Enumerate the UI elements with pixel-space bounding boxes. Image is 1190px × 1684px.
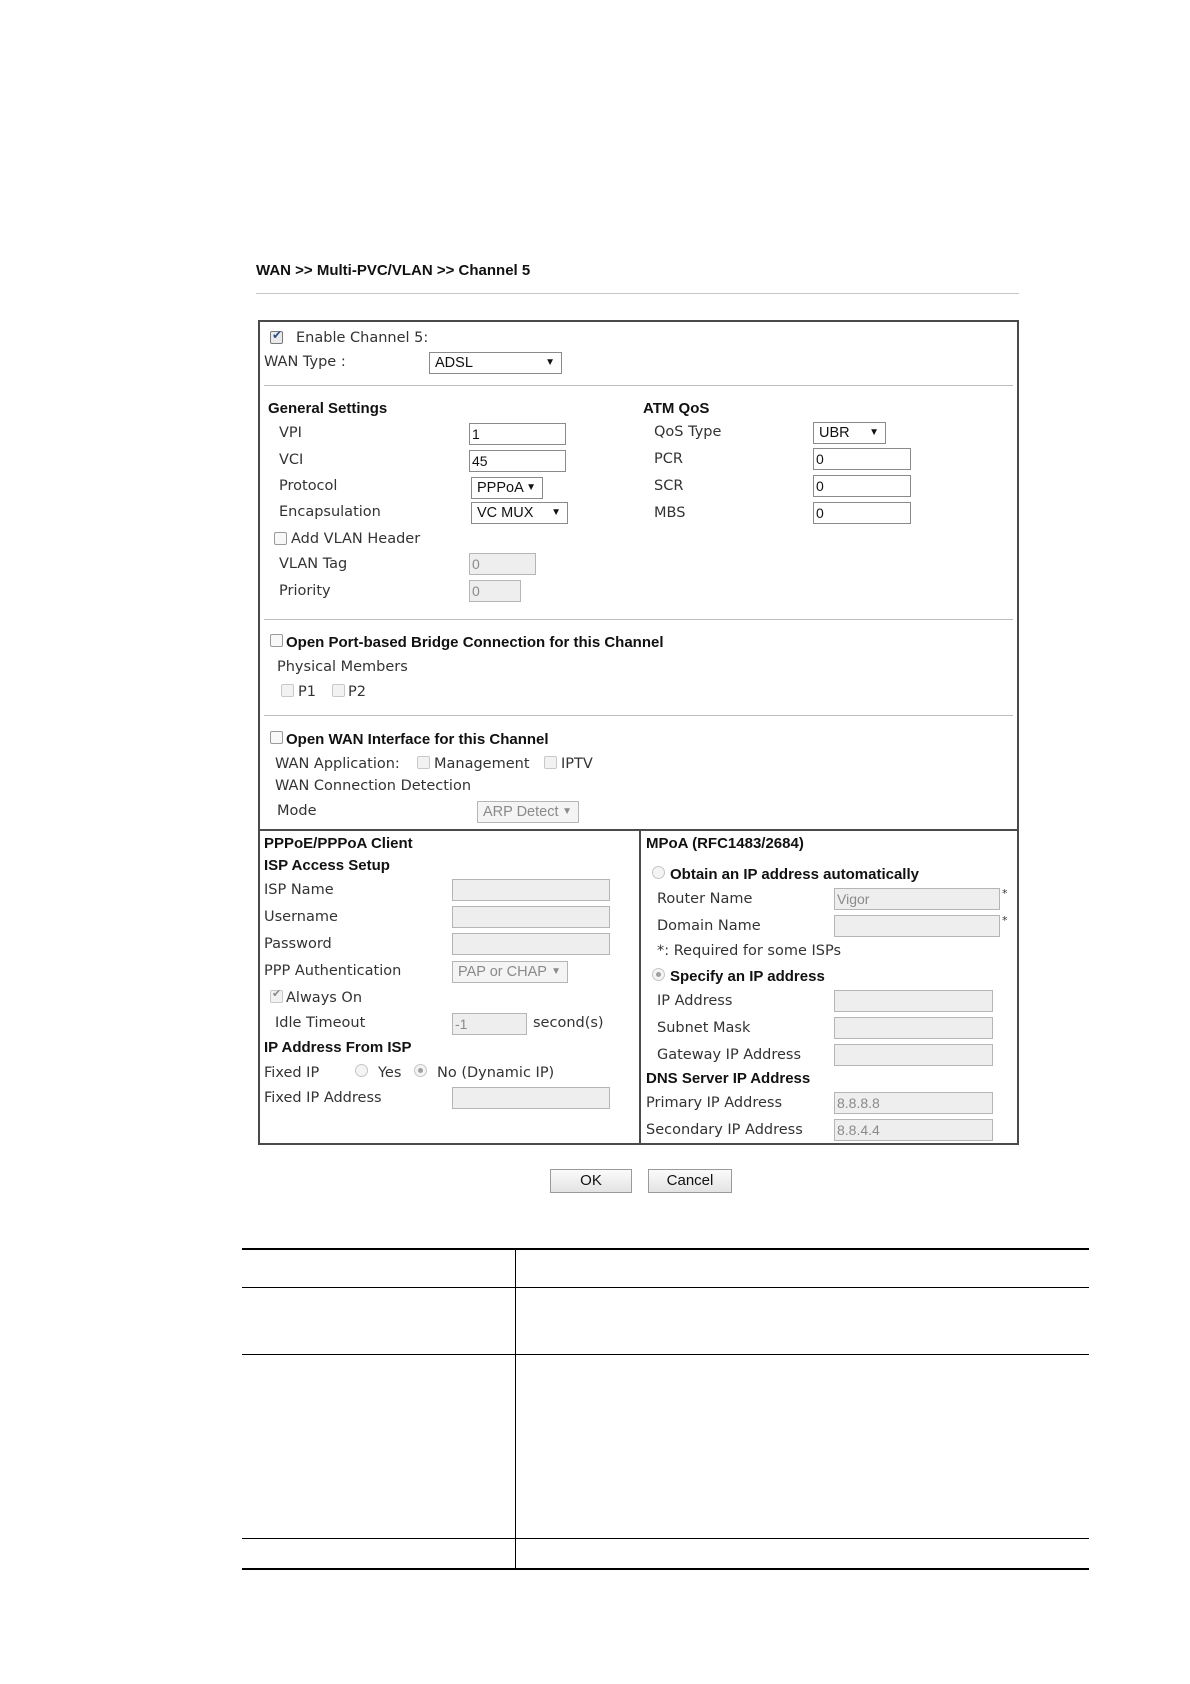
atm-qos-title: ATM QoS	[643, 400, 710, 417]
username-input[interactable]	[452, 906, 610, 928]
fixed-ip-yes-radio[interactable]	[355, 1064, 368, 1077]
add-vlan-header-label: Add VLAN Header	[291, 531, 421, 547]
fixed-ip-no-radio[interactable]	[414, 1064, 427, 1077]
ip-from-isp-title: IP Address From ISP	[264, 1039, 412, 1056]
table-top-border	[242, 1248, 1089, 1250]
open-bridge-checkbox[interactable]	[270, 634, 283, 647]
iptv-label: IPTV	[561, 756, 593, 772]
pcr-label: PCR	[654, 451, 683, 467]
vpi-label: VPI	[279, 425, 302, 441]
primary-dns-input[interactable]: 8.8.8.8	[834, 1092, 993, 1114]
vci-input[interactable]: 45	[469, 450, 566, 472]
mode-value: ARP Detect	[483, 804, 559, 820]
p1-label: P1	[298, 684, 316, 700]
breadcrumb: WAN >> Multi-PVC/VLAN >> Channel 5	[256, 262, 531, 279]
chevron-down-icon: ▼	[545, 357, 555, 368]
password-label: Password	[264, 936, 332, 952]
table-row-divider	[242, 1354, 1089, 1355]
chevron-down-icon: ▼	[551, 966, 561, 977]
obtain-ip-label: Obtain an IP address automatically	[670, 866, 919, 883]
general-settings-title: General Settings	[268, 400, 388, 417]
encapsulation-label: Encapsulation	[279, 504, 381, 520]
management-label: Management	[434, 756, 530, 772]
qos-type-value: UBR	[819, 425, 850, 441]
idle-timeout-input[interactable]: -1	[452, 1013, 527, 1035]
open-bridge-label: Open Port-based Bridge Connection for this Channel	[286, 634, 664, 651]
iptv-checkbox[interactable]	[544, 756, 557, 769]
fixed-ip-address-label: Fixed IP Address	[264, 1090, 382, 1106]
breadcrumb-divider	[256, 293, 1019, 294]
wan-type-select[interactable]	[429, 352, 562, 374]
table-row-divider	[242, 1287, 1089, 1288]
table-column-divider	[515, 1248, 516, 1570]
gateway-ip-label: Gateway IP Address	[657, 1047, 802, 1063]
domain-name-label: Domain Name	[657, 918, 761, 934]
secondary-dns-label: Secondary IP Address	[646, 1122, 803, 1138]
cancel-button[interactable]: Cancel	[648, 1169, 732, 1193]
priority-label: Priority	[279, 583, 331, 599]
lower-section-divider	[639, 829, 641, 1145]
chevron-down-icon: ▼	[526, 482, 536, 493]
pcr-input[interactable]: 0	[813, 448, 911, 470]
specify-ip-label: Specify an IP address	[670, 968, 825, 985]
section-divider	[264, 385, 1013, 386]
wan-application-label: WAN Application:	[275, 756, 400, 772]
mode-select[interactable]	[477, 801, 579, 823]
subnet-mask-input[interactable]	[834, 1017, 993, 1039]
required-note: *: Required for some ISPs	[657, 943, 842, 959]
isp-name-label: ISP Name	[264, 882, 334, 898]
secondary-dns-input[interactable]: 8.8.4.4	[834, 1119, 993, 1141]
username-label: Username	[264, 909, 338, 925]
ip-address-label: IP Address	[657, 993, 733, 1009]
ip-address-input[interactable]	[834, 990, 993, 1012]
protocol-value: PPPoA	[477, 480, 524, 496]
pppoe-title: PPPoE/PPPoA Client	[264, 835, 413, 852]
mbs-input[interactable]: 0	[813, 502, 911, 524]
required-mark: *	[1002, 887, 1008, 900]
domain-name-input[interactable]	[834, 915, 1000, 937]
qos-type-select[interactable]	[813, 422, 886, 444]
table-row-divider	[242, 1538, 1089, 1539]
chevron-down-icon: ▼	[551, 507, 561, 518]
wan-connection-detection-label: WAN Connection Detection	[275, 778, 472, 794]
isp-name-input[interactable]	[452, 879, 610, 901]
mbs-label: MBS	[654, 505, 686, 521]
wan-type-value: ADSL	[435, 355, 473, 371]
enable-channel-checkbox[interactable]	[270, 331, 283, 344]
open-wan-interface-label: Open WAN Interface for this Channel	[286, 731, 549, 748]
ok-button[interactable]: OK	[550, 1169, 632, 1193]
wan-type-label: WAN Type :	[264, 354, 346, 370]
fixed-ip-no-label: No (Dynamic IP)	[437, 1065, 555, 1081]
open-wan-interface-checkbox[interactable]	[270, 731, 283, 744]
always-on-checkbox[interactable]	[270, 990, 283, 1003]
add-vlan-header-checkbox[interactable]	[274, 532, 287, 545]
ppp-authentication-value: PAP or CHAP	[458, 964, 547, 980]
management-checkbox[interactable]	[417, 756, 430, 769]
mpoa-title: MPoA (RFC1483/2684)	[646, 835, 804, 852]
fixed-ip-address-input[interactable]	[452, 1087, 610, 1109]
ppp-authentication-label: PPP Authentication	[264, 963, 402, 979]
protocol-select[interactable]	[471, 477, 543, 499]
required-mark: *	[1002, 914, 1008, 927]
chevron-down-icon: ▼	[869, 427, 879, 438]
encapsulation-value: VC MUX	[477, 505, 534, 521]
p2-checkbox[interactable]	[332, 684, 345, 697]
p2-label: P2	[348, 684, 366, 700]
idle-timeout-label: Idle Timeout	[275, 1015, 366, 1031]
always-on-label: Always On	[286, 990, 363, 1006]
qos-type-label: QoS Type	[654, 424, 722, 440]
table-bottom-border	[242, 1568, 1089, 1570]
scr-label: SCR	[654, 478, 684, 494]
isp-access-setup-title: ISP Access Setup	[264, 857, 390, 874]
vpi-input[interactable]: 1	[469, 423, 566, 445]
router-name-label: Router Name	[657, 891, 753, 907]
vci-label: VCI	[279, 452, 304, 468]
mode-label: Mode	[277, 803, 317, 819]
gateway-ip-input[interactable]	[834, 1044, 993, 1066]
idle-timeout-unit: second(s)	[533, 1015, 604, 1031]
enable-channel-label: Enable Channel 5:	[296, 330, 429, 346]
fixed-ip-label: Fixed IP	[264, 1065, 320, 1081]
primary-dns-label: Primary IP Address	[646, 1095, 783, 1111]
p1-checkbox[interactable]	[281, 684, 294, 697]
vlan-tag-input[interactable]: 0	[469, 553, 536, 575]
subnet-mask-label: Subnet Mask	[657, 1020, 751, 1036]
vlan-tag-label: VLAN Tag	[279, 556, 348, 572]
physical-members-label: Physical Members	[277, 659, 408, 675]
router-name-input[interactable]: Vigor	[834, 888, 1000, 910]
chevron-down-icon: ▼	[562, 806, 572, 817]
priority-input[interactable]: 0	[469, 580, 521, 602]
password-input[interactable]	[452, 933, 610, 955]
fixed-ip-yes-label: Yes	[378, 1065, 402, 1081]
protocol-label: Protocol	[279, 478, 338, 494]
obtain-ip-radio[interactable]	[652, 866, 665, 879]
section-divider	[264, 619, 1013, 620]
specify-ip-radio[interactable]	[652, 968, 665, 981]
section-divider	[264, 715, 1013, 716]
encapsulation-select[interactable]	[471, 502, 568, 524]
ppp-authentication-select[interactable]	[452, 961, 568, 983]
scr-input[interactable]: 0	[813, 475, 911, 497]
dns-server-title: DNS Server IP Address	[646, 1070, 811, 1087]
